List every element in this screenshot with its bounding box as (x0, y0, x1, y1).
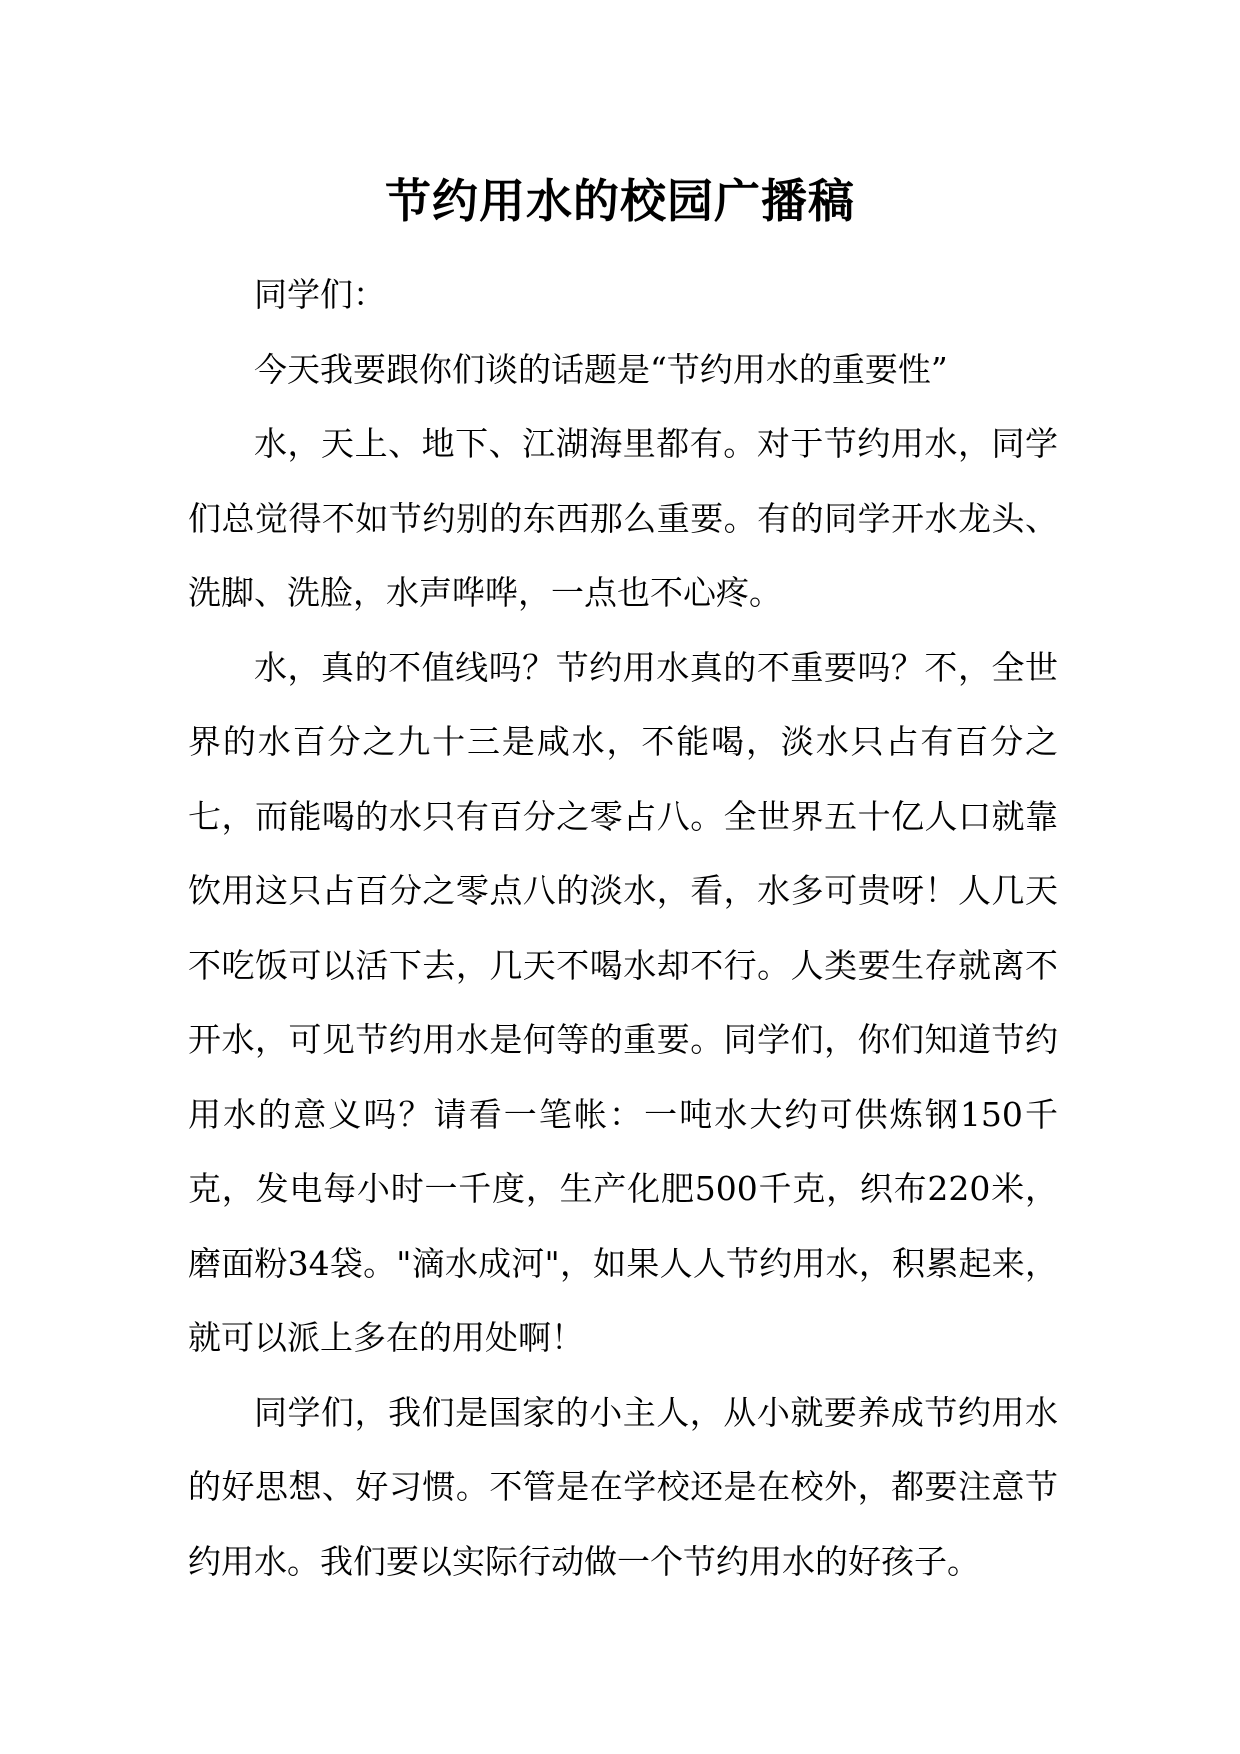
body-paragraph: 水，真的不值线吗？节约用水真的不重要吗？不，全世界的水百分之九十三是咸水，不能喝，淡水只占有百分之七，而能喝的水只有百分之零占八。全世界五十亿人口就靠饮用这只占百分之零点八的淡水，看，水多可贵呀！人几天不吃饭可以活下去，几天不喝水却不行。人类要生存就离不开水，可见节约用水是何等的重要。同学们，你们知道节约用水的意义吗？请看一笔帐：一吨水大约可供炼钢150千克，发电每小时一千度，生产化肥500千克，织布220米，磨面粉34袋。"滴水成河"，如果人人节约用水，积累起来，就可以派上多在的用处啊！ (188, 647, 1058, 1357)
closing-paragraph: 同学们，我们是国家的小主人，从小就要养成节约用水的好思想、好习惯。不管是在学校还是在校外，都要注意节约用水。我们要以实际行动做一个节约用水的好孩子。 (188, 1392, 1058, 1581)
body-paragraph: 水，天上、地下、江湖海里都有。对于节约用水，同学们总觉得不如节约别的东西那么重要。有的同学开水龙头、洗脚、洗脸，水声哗哗，一点也不心疼。 (188, 424, 1058, 612)
salutation-paragraph: 同学们： (254, 275, 386, 314)
document-body (188, 258, 1058, 1599)
topic-paragraph: 今天我要跟你们谈的话题是“节约用水的重要性” (254, 349, 948, 389)
document-title: 节约用水的校园广播稿 (385, 174, 855, 228)
